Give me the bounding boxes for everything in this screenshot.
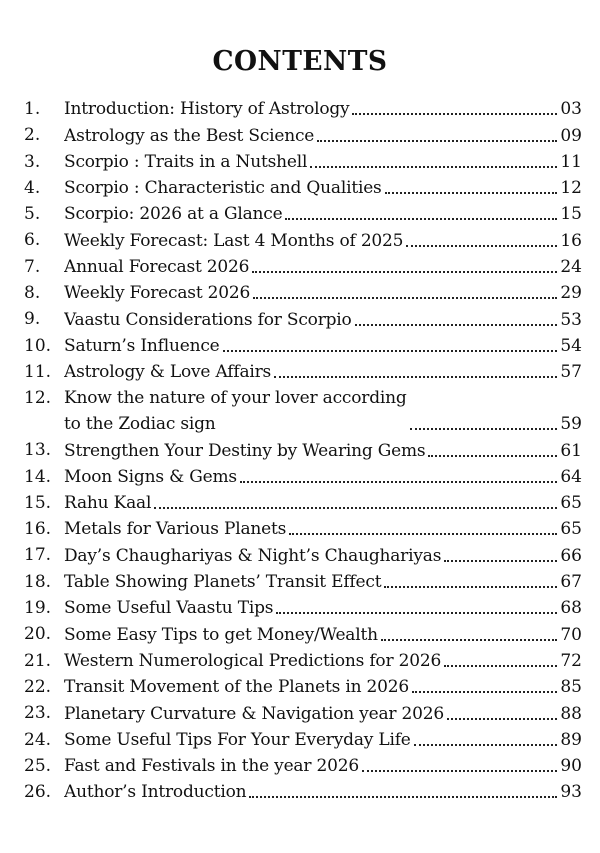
entry-title: Table Showing Planets’ Transit Effect	[64, 572, 382, 593]
entry-number: 14.	[24, 466, 52, 487]
dot-leader	[249, 796, 557, 798]
entry-page-number: 57	[560, 362, 582, 383]
entry-page-number: 12	[560, 178, 582, 199]
toc-entry	[24, 385, 582, 437]
toc-entry	[24, 437, 582, 463]
entry-page-number: 59	[560, 414, 582, 435]
dot-leader	[252, 271, 557, 273]
dot-leader	[352, 113, 557, 115]
dot-leader	[414, 744, 558, 746]
toc-entry	[24, 333, 582, 359]
dot-leader	[154, 507, 557, 509]
entry-title: Know the nature of your lover according to the Zodiac sign	[64, 388, 407, 435]
entry-number: 15.	[24, 492, 52, 513]
dot-leader	[406, 245, 557, 247]
dot-leader	[240, 481, 557, 483]
dot-leader	[285, 218, 557, 220]
entry-title: Weekly Forecast: Last 4 Months of 2025	[64, 230, 404, 251]
toc-entry	[24, 516, 582, 542]
entry-number: 6.	[24, 230, 41, 251]
entry-page-number: 03	[560, 99, 582, 120]
entry-number: 25.	[24, 755, 52, 776]
entry-number: 3.	[24, 151, 41, 172]
entry-number: 24.	[24, 729, 52, 750]
toc-entry	[24, 674, 582, 700]
entry-title: Astrology as the Best Science	[64, 125, 315, 146]
entry-title: Scorpio : Characteristic and Qualities	[64, 178, 382, 199]
entry-title: Scorpio : Traits in a Nutshell	[64, 151, 308, 172]
entry-title: Metals for Various Planets	[64, 519, 287, 540]
dot-leader	[384, 586, 557, 588]
entry-page-number: 16	[560, 230, 582, 251]
entry-title: Author’s Introduction	[64, 782, 247, 803]
entry-page-number: 65	[560, 519, 582, 540]
entry-page-number: 90	[560, 756, 582, 777]
table-of-contents	[24, 96, 582, 805]
entry-page-number: 68	[560, 598, 582, 619]
entry-number: 21.	[24, 650, 52, 671]
entry-title: Scorpio: 2026 at a Glance	[64, 204, 283, 225]
toc-entry	[24, 753, 582, 779]
entry-number: 13.	[24, 440, 52, 461]
toc-entry	[24, 227, 582, 253]
entry-title: Transit Movement of the Planets in 2026	[64, 677, 410, 698]
entry-page-number: 85	[560, 677, 582, 698]
toc-entry	[24, 569, 582, 595]
toc-entry	[24, 542, 582, 568]
entry-title: Moon Signs & Gems	[64, 466, 237, 487]
toc-entry	[24, 254, 582, 280]
entry-title: Vaastu Considerations for Scorpio	[64, 309, 352, 330]
entry-page-number: 54	[560, 335, 582, 356]
entry-title: Saturn’s Influence	[64, 335, 220, 356]
entry-title: Western Numerological Predictions for 2026	[64, 650, 442, 671]
entry-page-number: 64	[560, 466, 582, 487]
toc-entry	[24, 96, 582, 122]
entry-title: Annual Forecast 2026	[64, 257, 250, 278]
toc-entry	[24, 280, 582, 306]
dot-leader	[444, 560, 557, 562]
dot-leader	[385, 192, 558, 194]
toc-entry	[24, 700, 582, 726]
entry-number: 11.	[24, 361, 52, 382]
entry-page-number: 88	[560, 703, 582, 724]
entry-number: 12.	[24, 388, 52, 409]
entry-page-number: 70	[560, 624, 582, 645]
entry-page-number: 72	[560, 650, 582, 671]
toc-entry	[24, 201, 582, 227]
entry-title: Planetary Curvature & Navigation year 2026	[64, 703, 444, 724]
entry-page-number: 09	[560, 125, 582, 146]
toc-entry	[24, 175, 582, 201]
dot-leader	[381, 639, 558, 641]
entry-number: 2.	[24, 125, 41, 146]
entry-page-number: 61	[560, 440, 582, 461]
dot-leader	[447, 718, 557, 720]
entry-page-number: 15	[560, 204, 582, 225]
entry-page-number: 66	[560, 545, 582, 566]
dot-leader	[253, 297, 557, 299]
entry-number: 1.	[24, 99, 41, 119]
toc-entry	[24, 359, 582, 385]
dot-leader	[289, 533, 557, 535]
entry-number: 10.	[24, 335, 52, 356]
entry-page-number: 11	[560, 151, 582, 172]
dot-leader	[410, 428, 558, 430]
entry-page-number: 65	[560, 493, 582, 514]
entry-number: 23.	[24, 703, 52, 724]
entry-number: 17.	[24, 545, 52, 566]
dot-leader	[276, 612, 557, 614]
dot-leader	[223, 350, 558, 352]
entry-number: 22.	[24, 676, 52, 697]
toc-entry	[24, 122, 582, 148]
toc-entry	[24, 464, 582, 490]
entry-title: Day’s Chaughariyas & Night’s Chaughariyas	[64, 545, 442, 566]
entry-page-number: 67	[560, 572, 582, 593]
entry-page-number: 24	[560, 257, 582, 278]
dot-leader	[274, 376, 557, 378]
entry-title: Some Easy Tips to get Money/Wealth	[64, 624, 378, 645]
entry-page-number: 89	[560, 729, 582, 750]
toc-entry	[24, 621, 582, 647]
entry-title: Fast and Festivals in the year 2026	[64, 756, 359, 777]
entry-title: Weekly Forecast 2026	[64, 283, 251, 304]
entry-title: Strengthen Your Destiny by Wearing Gems	[64, 440, 426, 461]
dot-leader	[355, 324, 558, 326]
dot-leader	[310, 166, 557, 168]
entry-number: 20.	[24, 624, 52, 645]
entry-title: Rahu Kaal	[64, 493, 152, 514]
toc-entry	[24, 490, 582, 516]
entry-number: 18.	[24, 571, 52, 592]
dot-leader	[412, 691, 557, 693]
toc-entry	[24, 149, 582, 175]
entry-title: Some Useful Tips For Your Everyday Life	[64, 729, 411, 750]
page-title: CONTENTS	[212, 46, 388, 77]
dot-leader	[428, 455, 557, 457]
entry-page-number: 53	[560, 309, 582, 330]
dot-leader	[362, 770, 557, 772]
entry-number: 26.	[24, 782, 52, 803]
entry-title: Some Useful Vaastu Tips	[64, 598, 274, 619]
entry-number: 9.	[24, 309, 41, 330]
toc-entry	[24, 306, 582, 332]
entry-number: 8.	[24, 283, 41, 304]
entry-number: 16.	[24, 519, 52, 540]
toc-entry	[24, 779, 582, 805]
entry-title: Astrology & Love Affairs	[64, 362, 272, 383]
entry-number: 19.	[24, 598, 52, 619]
toc-entry	[24, 648, 582, 674]
toc-entry	[24, 727, 582, 753]
entry-number: 4.	[24, 177, 41, 198]
entry-title: Introduction: History of Astrology	[64, 99, 350, 120]
entry-number: 5.	[24, 204, 41, 225]
entry-page-number: 29	[560, 283, 582, 304]
toc-entry	[24, 595, 582, 621]
entry-number: 7.	[24, 256, 41, 277]
dot-leader	[317, 140, 557, 142]
entry-page-number: 93	[560, 782, 582, 803]
dot-leader	[444, 665, 557, 667]
